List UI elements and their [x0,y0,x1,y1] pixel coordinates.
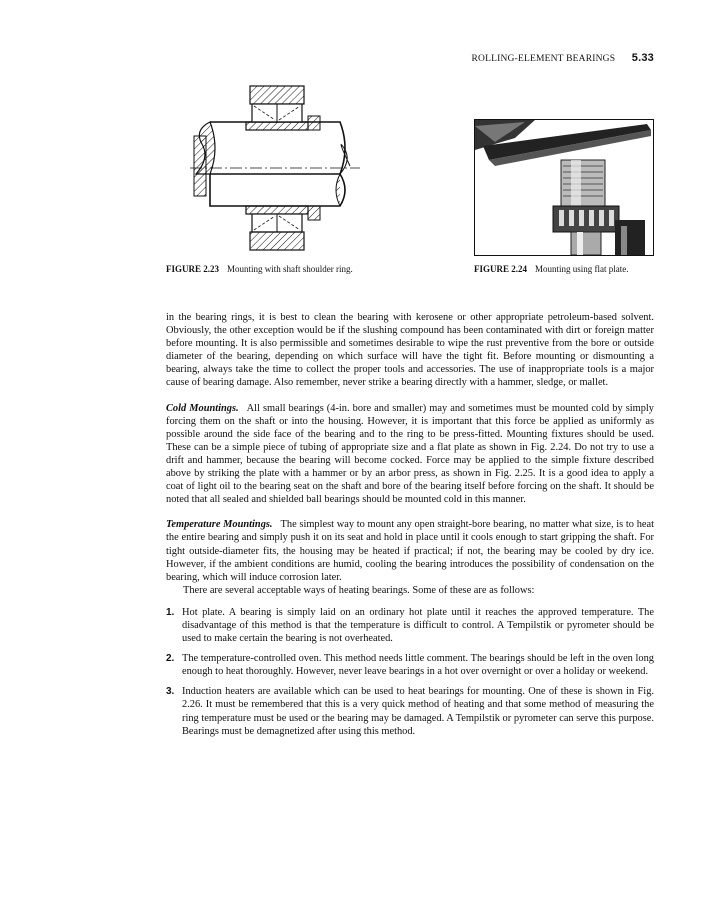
run-in-heading: Cold Mountings. [166,402,239,414]
figure-label: FIGURE 2.24 [474,264,528,274]
figure-caption-text: Mounting using flat plate. [535,264,629,274]
body-text [166,311,654,745]
figure-2-23-drawing [180,78,370,258]
list-item-text: Induction heaters are available which can be used to heat bearings for mounting. One of these is shown in Fig. 2.26. It must be remembered that this is a very quick method of heating and that some method of measuring the ring temperature must be used or the bearing may be damaged. A Tempilstik or pyrometer can serve this purpose. Bearings must be demagnetized after using this method. [182,686,654,737]
paragraph-text: All small bearings (4-in. bore and smaller) may and sometimes must be mounted cold by simply forcing them on the shaft or into the housing. However, it is important that this force be applied as uniformly as possible around the side face of the bearing and to the ring to be press-fitted. Mounting fixtures should be used. These can be a simple piece of tubing of appropriate size and a flat plate as shown in Fig. 2.24. Do not try to use a drift and hammer, because the bearing will become cocked. Force may be applied to the simple fixture described above by striking the plate with a hammer or by an arbor press, as shown in Fig. 2.25. It is a good idea to apply a coat of light oil to the bearing seat on the shaft and bore of the bearing itself before forcing on the shaft. It should be noted that all sealed and shielded ball bearings should be mounted cold in this manner. [166,402,654,506]
list-number: 1. [166,606,175,618]
outer-ring-bottom [250,232,304,250]
list-number: 2. [166,653,175,665]
list-item [166,652,654,678]
shoulder-ring-top [308,116,320,130]
paragraph-list-intro: There are several acceptable ways of heating bearings. Some of these are as follows: [183,584,535,596]
figure-2-24-caption [474,264,629,274]
paragraph-text: The simplest way to mount any open straight-bore bearing, no matter what size, is to heat the entire bearing and simply push it on its seat and hold in place until it cools enough to start gripping the shaft. For tight outside-diameter fits, the housing may be heated if practical; if not, the bearing may be cooled by dry ice. However, if the ambient conditions are humid, cooling the bearing introduces the possibility of condensation on the bearing, which will induce corrosion later. [166,519,655,583]
shoulder-ring-bottom [308,206,320,220]
run-in-heading: Temperature Mountings. [166,519,273,531]
flat-plate-photo-drawing [475,120,653,255]
figure-2-23-caption [166,264,353,274]
list-item [166,685,654,737]
list-item [166,606,654,645]
list-number: 3. [166,686,175,698]
list-item-text: Hot plate. A bearing is simply laid on an ordinary hot plate until it reaches the approved temperature. The disadvantage of this method is that the temperature is difficult to control. A Tempilstik or pyrometer should be used to make certain the bearing is not overheated. [182,606,654,645]
list-item-text: The temperature-controlled oven. This method needs little comment. The bearings should be left in the oven long enough to heat thoroughly. However, never leave bearings in a hot over overnight or over a holiday or weekend. [182,653,654,678]
outer-ring-top [250,86,304,104]
paragraph-cold-mountings [166,402,654,507]
running-title: ROLLING-ELEMENT BEARINGS [471,54,616,64]
inner-ring-bottom [246,206,308,214]
running-header [472,52,654,64]
shaft [571,232,601,255]
paragraph-continuation: in the bearing rings, it is best to clean the bearing with kerosene or other appropriate petroleum-based solvent. Obviously, the other exception would be if the slushing compound has been contaminated with dirt or foreign matter before mounting. It is also permissible and sometimes desirable to wipe the rust preventive from the bore or outside diameter of the bearing, depending on which surface will have the tight fit. Before mounting or dismounting a bearing, always take the time to collect the proper tools and accessories. The use of inappropriate tools is a major cause of bearing damage. Also remember, never strike a bearing directly with a hammer, sledge, or mallet. [166,312,654,389]
figure-label: FIGURE 2.23 [166,264,220,274]
figure-caption-text: Mounting with shaft shoulder ring. [227,264,353,274]
heating-methods-list [166,606,654,738]
inner-ring-top [246,122,308,130]
page-number: 5.33 [631,52,654,64]
paragraph-temperature-mountings [166,518,654,583]
figure-2-24-photo [474,119,654,256]
